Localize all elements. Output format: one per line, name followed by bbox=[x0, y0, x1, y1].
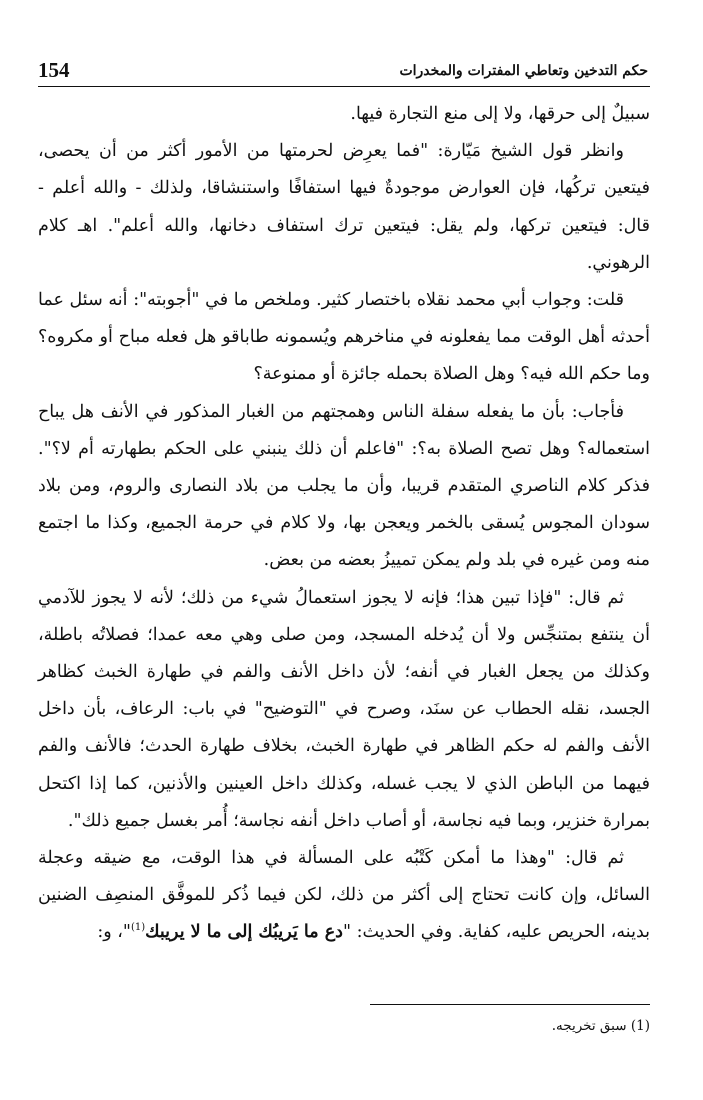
hadith-quote: دع ما يَريبُك إلى ما لا يريبك bbox=[145, 922, 343, 943]
paragraph-3: قلت: وجواب أبي محمد نقلاه باختصار كثير. وملخص ما في "أجوبته": أنه سئل عما أحدثه أهل الوقت مما يفعلونه في مناخرهم ويُسمونه طاباقو هل فعله مباح أو مكروه؟ وما حكم الله فيه؟ وهل الصلاة بحمله جائزة أو ممنوعة؟ bbox=[38, 290, 650, 385]
paragraph-1: سبيلٌ إلى حرقها، ولا إلى منع التجارة فيها. bbox=[350, 104, 650, 124]
paragraph-4: فأجاب: بأن ما يفعله سفلة الناس وهمجتهم من الغبار المذكور في الأنف هل يباح استعماله؟ وهل تصح الصلاة به؟: "فاعلم أن ذلك ينبني على الحكم بطهارته أم لا؟". فذكر كلام الناصري المتقدم قريبا، وأن ما يجلب من بلاد النصارى والروم، ومن بلاد سودان المجوس يُسقى بالخمر ويعجن بها، ولا كلام في حرمة الجميع، وكذا ما اجتمع منه ومن غيره في بلد ولم يمكن تمييزُ بعضه من بعض. bbox=[38, 401, 650, 571]
page-number: 154 bbox=[38, 58, 70, 82]
paragraph-6-text-before: ثم قال: "وهذا ما أمكن كَتْبُه على المسألة في هذا الوقت، مع ضيقه وعجلة السائل، وإن كانت تحتاج إلى أكثر من ذلك، لكن فيما ذُكر للموفَّق المنصِف الضنين بدينه، الحريص عليه، كفاية. وفي الحديث: " bbox=[38, 848, 650, 943]
paragraph-6-text-after: "، و: bbox=[97, 922, 131, 943]
running-title: حكم التدخين وتعاطي المفترات والمخدرات bbox=[399, 63, 648, 79]
paragraph-5: ثم قال: "فإذا تبين هذا؛ فإنه لا يجوز استعمالُ شيء من ذلك؛ لأنه لا يجوز للآدمي أن ينتفع بمتنجِّس ولا أن يُدخله المسجد، ومن صلى وهي معه عمدا؛ فصلاتُه باطلة، وكذلك من يجعل الغبار في أنفه؛ لأن داخل الأنف والفم في طهارة الخبث كظاهر الجسد، نقله الحطاب عن سنَد، وصرح في "التوضيح" في باب: الرعاف، بأن داخل الأنف والفم له حكم الظاهر في طهارة الخبث، بخلاف طهارة الحدث؛ فالأنف والفم فيهما من الباطن الذي لا يجب غسله، وكذلك داخل العينين والأذنين، كما إذا اكتحل بمرارة خنزير، وبما فيه نجاسة، أو أصاب داخل أنفه نجاسة؛ أُمر بغسل جميع ذلك". bbox=[38, 587, 650, 831]
footnote-divider bbox=[370, 1004, 650, 1005]
footnote: (1) سبق تخريجه. bbox=[551, 1018, 650, 1034]
body-text bbox=[38, 96, 650, 952]
page-header bbox=[38, 58, 650, 87]
footnote-reference[interactable]: (1) bbox=[130, 922, 146, 934]
paragraph-2: وانظر قول الشيخ مَيّارة: "فما يعرِض لحرمتها من الأمور أكثر من أن يحصى، فيتعين تركُها، فإن العوارض موجودةٌ فيها استفافًا واستنشاقا، ولذلك - والله أعلم - قال: فيتعين تركها، ولم يقل: فيتعين ترك استفاف دخانها، والله أعلم". اهـ كلام الرهوني. bbox=[38, 141, 650, 273]
paragraph-6 bbox=[38, 840, 650, 952]
